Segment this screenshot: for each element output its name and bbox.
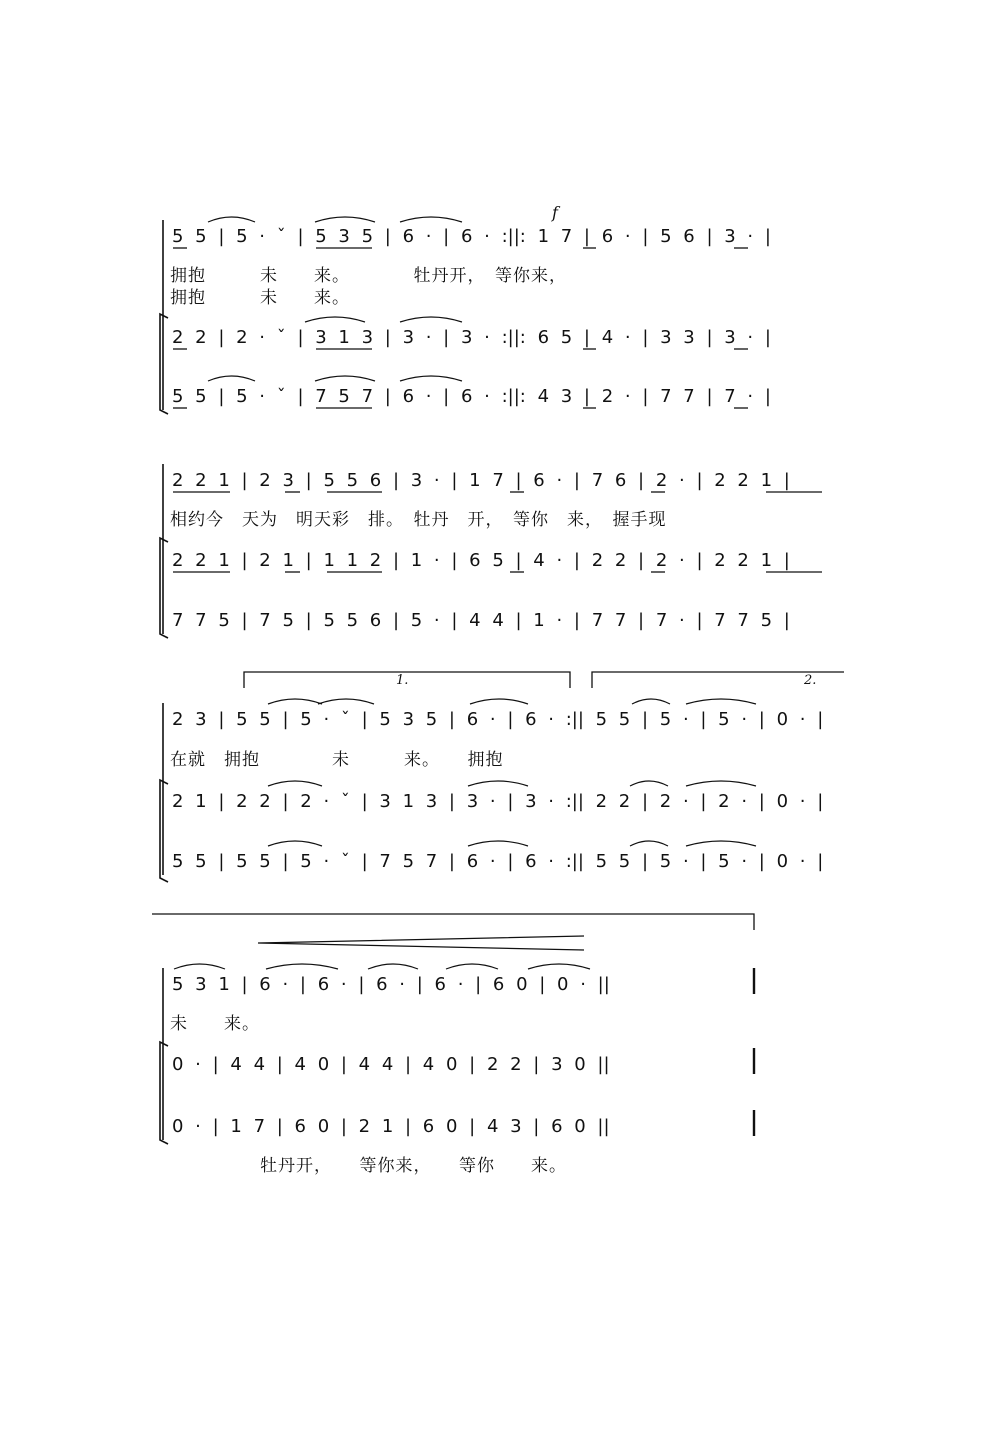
tie-arc (174, 964, 225, 969)
voice-3-notes: 5 5 | 5 5 | 5 · ˇ | 7 5 7 | 6 · | 6 · :|| 5 5 | 5 · | 5 · | 0 · | (172, 851, 824, 872)
tie-arc (446, 964, 498, 969)
voice-1-lyrics-line-2: 拥抱 未 来。 (170, 288, 350, 308)
tie-arc (266, 964, 338, 969)
voice-3-notes: 7 7 5 | 7 5 | 5 5 6 | 5 · | 4 4 | 1 · | 7 7 | 7 · | 7 7 5 | (172, 610, 790, 631)
voice-1-notes: 2 2 1 | 2 3 | 5 5 6 | 3 · | 1 7 | 6 · | 7 6 | 2 · | 2 2 1 | (172, 470, 790, 491)
tie-arc (268, 781, 322, 786)
voice-1-notes: 5 5 | 5 · ˇ | 5 3 5 | 6 · | 6 · :||: 1 7 | 6 · | 5 6 | 3 · | (172, 226, 771, 247)
voice-1-lyrics-line-1: 拥抱 未 来。 牡丹开， 等你来， (170, 266, 567, 286)
volta-1-label: 1. (396, 673, 409, 688)
tie-arc (470, 699, 528, 704)
voice-1-lyrics-line-1: 未 来。 (170, 1014, 260, 1034)
tie-arc (686, 781, 756, 786)
tie-arc (208, 376, 255, 381)
tie-arc (468, 781, 528, 786)
tie-arc (630, 841, 668, 846)
tie-arc (400, 376, 462, 381)
voice-3-notes: 0 · | 1 7 | 6 0 | 2 1 | 6 0 | 4 3 | 6 0 || (172, 1116, 610, 1137)
final-line (152, 914, 754, 930)
voice-2-notes: 2 2 1 | 2 1 | 1 1 2 | 1 · | 6 5 | 4 · | 2 2 | 2 · | 2 2 1 | (172, 550, 790, 571)
tie-arc (268, 841, 322, 846)
tie-arc (468, 841, 528, 846)
brace (160, 780, 168, 882)
tie-arc (318, 699, 374, 704)
voice-1-lyrics-line-1: 在就 拥抱 未 来。 拥抱 (170, 750, 504, 770)
crescendo-hairpin (258, 936, 584, 950)
tie-arc (268, 699, 322, 704)
tie-arc (368, 964, 418, 969)
voice-2-notes: 2 1 | 2 2 | 2 · ˇ | 3 1 3 | 3 · | 3 · :|| 2 2 | 2 · | 2 · | 0 · | (172, 791, 824, 812)
tie-arc (400, 217, 462, 222)
dynamic-forte: f (552, 203, 558, 222)
voice-1-lyrics-line-1: 相约今 天为 明天彩 排。 牡丹 开， 等你 来， 握手现 (170, 510, 667, 530)
tie-arc (305, 317, 365, 322)
voice-2-notes: 2 2 | 2 · ˇ | 3 1 3 | 3 · | 3 · :||: 6 5 | 4 · | 3 3 | 3 · | (172, 327, 771, 348)
voice-3-notes: 5 5 | 5 · ˇ | 7 5 7 | 6 · | 6 · :||: 4 3 | 2 · | 7 7 | 7 · | (172, 386, 771, 407)
tie-arc (208, 217, 255, 222)
tie-arc (315, 217, 375, 222)
voice-1-notes: 2 3 | 5 5 | 5 · ˇ | 5 3 5 | 6 · | 6 · :|| 5 5 | 5 · | 5 · | 0 · | (172, 709, 824, 730)
tie-arc (528, 964, 590, 969)
tie-arc (632, 699, 670, 704)
brace (160, 1042, 168, 1144)
voice-2-notes: 0 · | 4 4 | 4 0 | 4 4 | 4 0 | 2 2 | 3 0 || (172, 1054, 610, 1075)
tie-arc (315, 376, 375, 381)
tie-arc (686, 841, 756, 846)
tie-arc (630, 781, 668, 786)
tie-arc (686, 699, 756, 704)
voice-1-notes: 5 3 1 | 6 · | 6 · | 6 · | 6 · | 6 0 | 0 · || (172, 974, 610, 995)
voice-3-lyrics-line-1: 牡丹开， 等你来， 等你 来。 (260, 1156, 567, 1176)
brace (160, 314, 168, 414)
tie-arc (400, 317, 462, 322)
brace (160, 538, 168, 638)
volta-2-label: 2. (804, 673, 817, 688)
